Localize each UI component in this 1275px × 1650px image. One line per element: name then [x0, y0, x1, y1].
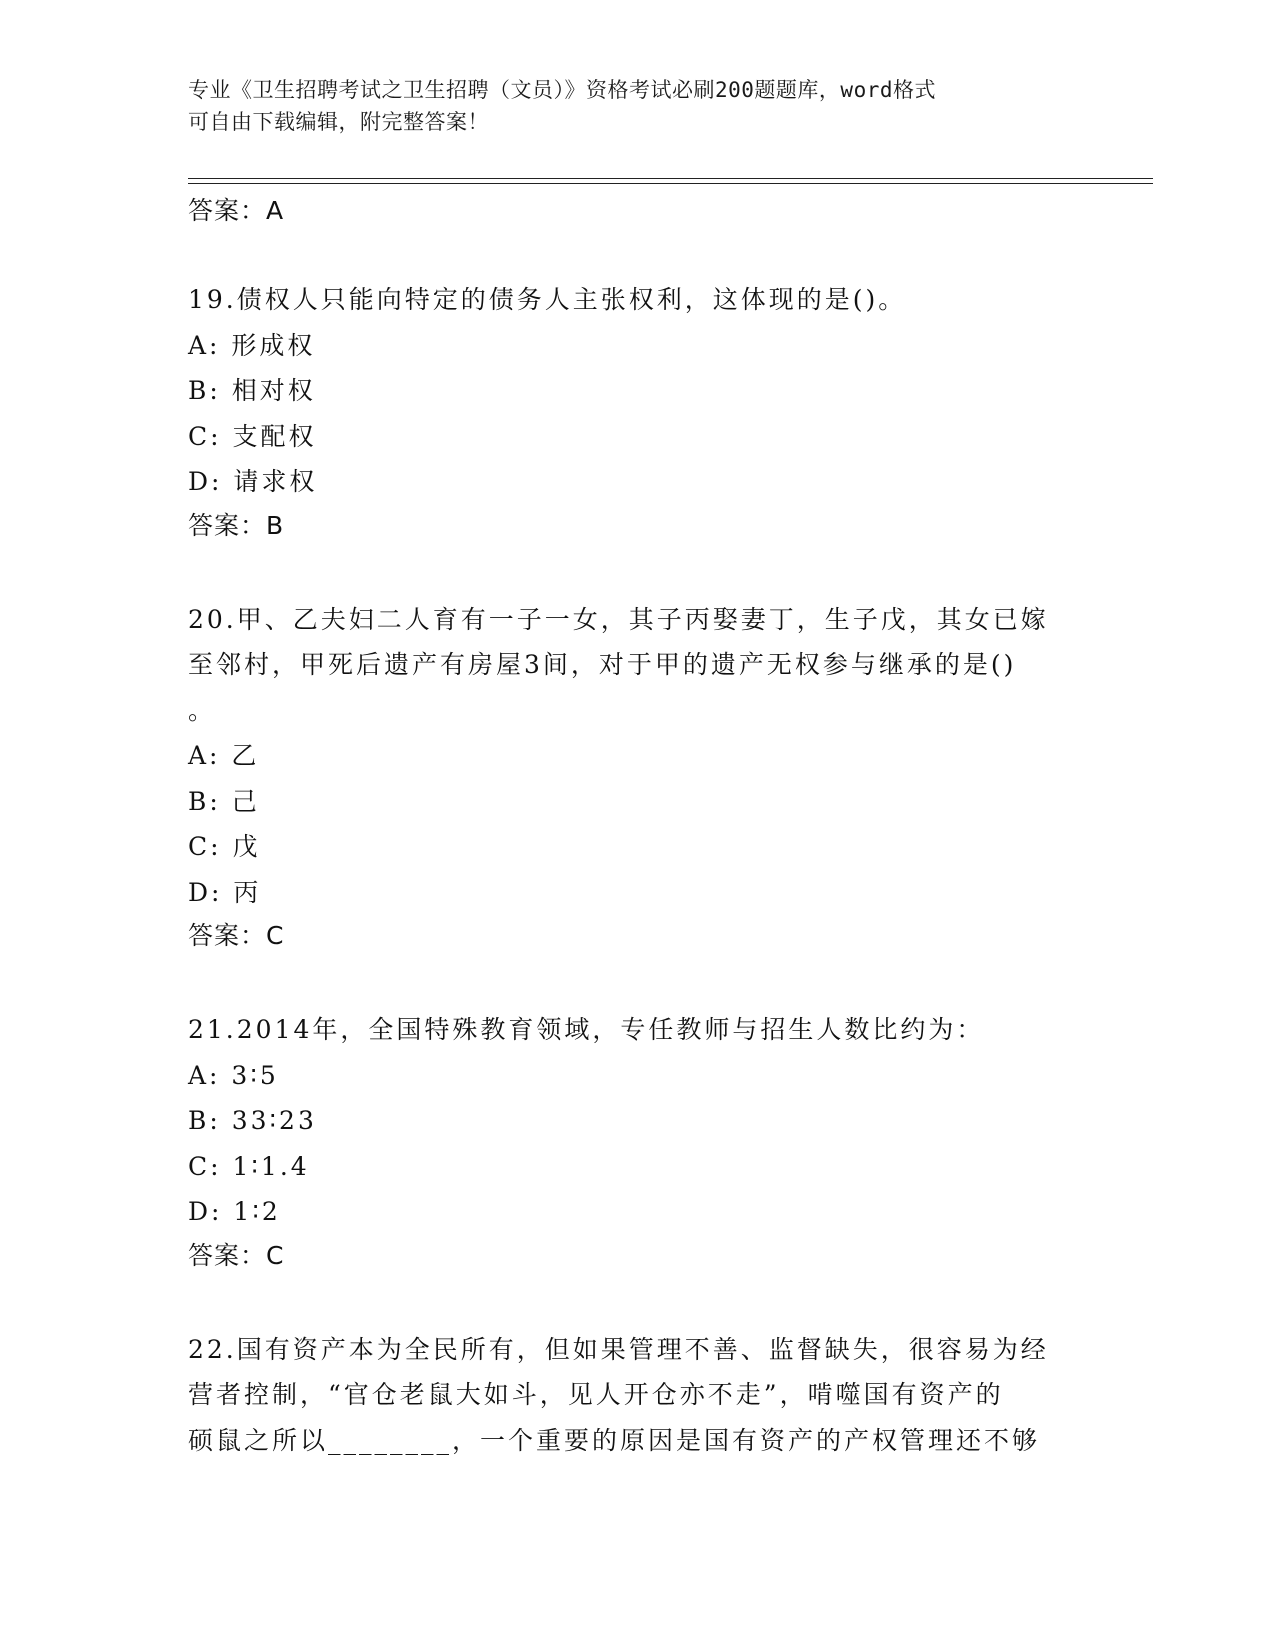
answer-line: 答案：C — [188, 1240, 285, 1270]
question-text-line-1: 20.甲、乙夫妇二人育有一子一女，其子丙娶妻丁，生子戊，其女已嫁 — [188, 604, 1049, 634]
spacer — [188, 547, 1088, 597]
option-d: D: 丙 — [188, 877, 262, 907]
spacer — [188, 957, 1088, 1007]
header-divider-bottom — [188, 183, 1153, 184]
spacer — [188, 1277, 1088, 1327]
header-line-2: 可自由下载编辑，附完整答案！ — [188, 110, 489, 134]
document-body — [188, 190, 1088, 1463]
question-block-21 — [188, 1007, 1088, 1277]
question-text-line-3: 硕鼠之所以________，一个重要的原因是国有资产的产权管理还不够 — [188, 1425, 1041, 1455]
option-c: C: 支配权 — [188, 421, 317, 451]
question-text-line-2: 至邻村，甲死后遗产有房屋3间，对于甲的遗产无权参与继承的是() — [188, 650, 1017, 679]
question-text-line-2: 营者控制，“官仓老鼠大如斗，见人开仓亦不走”，啃噬国有资产的 — [188, 1380, 1004, 1409]
option-a: A: 形成权 — [188, 330, 316, 360]
question-block-20 — [188, 597, 1088, 958]
answer-line: 答案：B — [188, 510, 285, 540]
option-b: B: 33∶23 — [188, 1106, 317, 1135]
document-header — [188, 74, 1088, 138]
option-a: A: 3∶5 — [188, 1060, 279, 1090]
option-d: D: 请求权 — [188, 467, 318, 496]
option-c: C: 1∶1.4 — [188, 1151, 310, 1181]
question-text-line-3: 。 — [188, 695, 217, 725]
option-b: B: 相对权 — [188, 376, 316, 405]
option-b: B: 己 — [188, 786, 260, 816]
header-divider-top — [188, 178, 1153, 179]
header-line-1: 专业《卫生招聘考试之卫生招聘（文员）》资格考试必刷200题题库，word格式 — [188, 78, 936, 102]
question-text-line-1: 22.国有资产本为全民所有，但如果管理不善、监督缺失，很容易为经 — [188, 1334, 1049, 1364]
answer-line: 答案：C — [188, 921, 285, 950]
question-block-22 — [188, 1327, 1088, 1464]
question-text: 19.债权人只能向特定的债务人主张权利，这体现的是()。 — [188, 285, 907, 314]
spacer — [188, 232, 1088, 277]
option-a: A: 乙 — [188, 741, 260, 770]
option-d: D: 1∶2 — [188, 1197, 281, 1226]
previous-answer: 答案：A — [188, 196, 285, 225]
question-block-19 — [188, 277, 1088, 547]
question-text: 21.2014年，全国特殊教育领域，专任教师与招生人数比约为： — [188, 1015, 985, 1044]
option-c: C: 戊 — [188, 832, 261, 861]
